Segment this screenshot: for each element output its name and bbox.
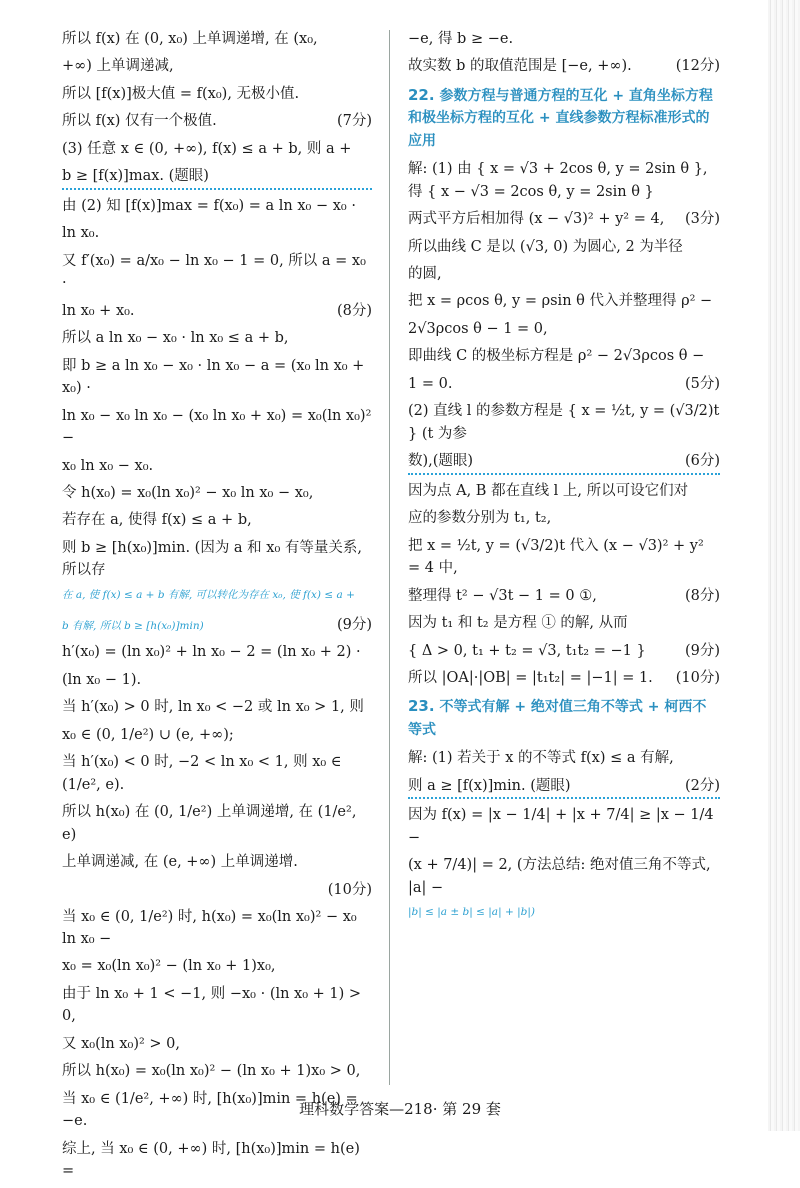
text-line [408,640,720,662]
text-line: 把 x = ½t, y = (√3/2)t 代入 (x − √3)² + y² = 4 中, [408,537,704,577]
text-line [408,373,720,395]
text-line: x₀ = x₀(ln x₀)² − (ln x₀ + 1)x₀, [62,958,276,975]
score: (10分) [327,881,372,898]
text-line: (ln x₀ − 1). [62,671,142,688]
scan-edge [768,0,800,1131]
score: (9分) [336,616,372,633]
score: (8分) [336,302,372,319]
text-line: 解: (1) 若关于 x 的不等式 f(x) ≤ a 有解, [408,750,674,767]
section-topic: 不等式有解 + 绝对值三角不等式 + 柯西不等式 [408,699,707,738]
score: (7分) [336,113,372,130]
line-text: 所以 f(x) 仅有一个极值. [62,113,217,130]
text-line: 因为 f(x) = |x − 1/4| + |x + 7/4| ≥ |x − 1/4 − [408,807,714,846]
text-line: 上单调递减, 在 (e, +∞) 上单调递增. [62,854,298,871]
text-line: 所以 [f(x)]极大值 = f(x₀), 无极小值. [62,85,300,102]
page-footer: 理科数学答案—218· 第 29 套 [299,1100,501,1118]
text-line: 应的参数分别为 t₁, t₂, [408,510,552,527]
section-23-title [408,694,720,741]
text-line: 由 (2) 知 [f(x)]max = f(x₀) = a ln x₀ − x₀ · [62,197,356,214]
section-number: 23. [408,697,435,716]
text-line: +∞) 上单调递减, [62,58,174,75]
text-line: 当 x₀ ∈ (0, 1/e²) 时, h(x₀) = x₀(ln x₀)² − x₀ ln x₀ − [62,908,357,947]
score: (8分) [684,587,720,604]
text-line: 综上, 当 x₀ ∈ (0, +∞) 时, [h(x₀)]min = h(e) = [62,1140,360,1180]
left-column [62,28,372,1188]
text-line: x₀ ∈ (0, 1/e²) ∪ (e, +∞); [62,726,234,743]
score: (5分) [684,375,720,392]
score: (9分) [684,642,720,659]
score: (3分) [684,211,720,228]
text-line: 令 h(x₀) = x₀(ln x₀)² − x₀ ln x₀ − x₀, [62,484,314,501]
text-line: h′(x₀) = (ln x₀)² + ln x₀ − 2 = (ln x₀ + 2) · [62,644,361,661]
line-text: ln x₀ + x₀. [62,302,135,319]
column-divider [389,30,390,1085]
line-text: 数),(题眼) [408,453,474,470]
text-line: 若存在 a, 使得 f(x) ≤ a + b, [62,512,252,529]
text-line: 当 h′(x₀) < 0 时, −2 < ln x₀ < 1, 则 x₀ ∈ (1/e², e). [62,754,342,793]
text-line: ln x₀ − x₀ ln x₀ − (x₀ ln x₀ + x₀) = x₀(ln x₀)² − [62,407,372,447]
text-line: −e, 得 b ≥ −e. [408,31,514,47]
text-line: (3) 任意 x ∈ (0, +∞), f(x) ≤ a + b, 则 a + [62,140,352,157]
text-line: (x + 7/4)| = 2, (方法总结: 绝对值三角不等式, |a| − [408,857,711,896]
text-line [408,667,720,689]
text-line: 由于 ln x₀ + 1 < −1, 则 −x₀ · (ln x₀ + 1) > 0, [62,985,362,1025]
annotation-note: |b| ≤ |a ± b| ≤ |a| + |b|) [408,906,535,919]
text-line [62,614,372,636]
section-number: 22. [408,85,435,104]
line-text: { Δ > 0, t₁ + t₂ = √3, t₁t₂ = −1 } [408,642,646,659]
text-line: 即曲线 C 的极坐标方程是 ρ² − 2√3ρcos θ − [408,348,705,365]
text-line: 又 x₀(ln x₀)² > 0, [62,1035,181,1052]
text-line: ln x₀. [62,225,100,242]
text-line [408,585,720,607]
text-line [408,55,720,77]
text-line: 所以曲线 C 是以 (√3, 0) 为圆心, 2 为半径 [408,238,683,255]
score: (10分) [675,670,720,687]
section-topic: 参数方程与普通方程的互化 + 直角坐标方程和极坐标方程的互化 + 直线参数方程标准形式的应用 [408,87,713,149]
score: (12分) [675,58,720,75]
key-point-line [408,450,720,474]
text-line [408,208,720,230]
line-text: 所以 |OA|·|OB| = |t₁t₂| = |−1| = 1. [408,670,653,687]
text-line: 所以 f(x) 在 (0, x₀) 上单调递增, 在 (x₀, [62,31,318,47]
text-line: 所以 a ln x₀ − x₀ · ln x₀ ≤ a + b, [62,330,289,347]
text-line: 把 x = ρcos θ, y = ρsin θ 代入并整理得 ρ² − [408,293,713,310]
text-line: 的圆, [408,265,442,282]
text-line: 所以 h(x₀) 在 (0, 1/e²) 上单调递增, 在 (1/e², e) [62,804,357,843]
text-line: (2) 直线 l 的参数方程是 { x = ½t, y = (√3/2)t } (t 为参 [408,403,720,442]
line-text: 整理得 t² − √3t − 1 = 0 ①, [408,587,597,604]
text-line: 所以 h(x₀) = x₀(ln x₀)² − (ln x₀ + 1)x₀ > 0, [62,1063,361,1080]
key-point-line [408,775,720,799]
text-line: 解: (1) 由 { x = √3 + 2cos θ, y = 2sin θ }, 得 { x − √3 = 2cos θ, y = 2sin θ } [408,161,708,200]
line-text: 则 a ≥ [f(x)]min. (题眼) [408,777,571,794]
annotation-note: 在 a, 使 f(x) ≤ a + b 有解, 可以转化为存在 x₀, 使 f(x) ≤ a + [62,588,355,601]
score: (6分) [684,453,720,470]
line-text: 两式平方后相加得 (x − √3)² + y² = 4, [408,211,665,228]
text-line: x₀ ln x₀ − x₀. [62,457,154,474]
text-line: 当 x₀ ∈ (1/e², +∞) 时, [h(x₀)]min = h(e) = −e. [62,1090,358,1130]
text-line: 又 f′(x₀) = a/x₀ − ln x₀ − 1 = 0, 所以 a = x₀ · [62,252,366,292]
text-line [62,110,372,132]
key-point-line: b ≥ [f(x)]max. (题眼) [62,165,372,189]
text-line: 因为 t₁ 和 t₂ 是方程 ① 的解, 从而 [408,615,628,632]
text-line: 即 b ≥ a ln x₀ − x₀ · ln x₀ − a = (x₀ ln x₀ + x₀) · [62,357,365,397]
annotation-note: b 有解, 所以 b ≥ [h(x₀)]min) [62,619,204,632]
section-22-title [408,83,720,152]
line-text: 1 = 0. [408,375,453,392]
text-line: 则 b ≥ [h(x₀)]min. (因为 a 和 x₀ 有等量关系, 所以存 [62,539,362,579]
text-line: 当 h′(x₀) > 0 时, ln x₀ < −2 或 ln x₀ > 1, 则 [62,699,364,716]
text-line: 2√3ρcos θ − 1 = 0, [408,320,548,337]
text-line [62,879,372,901]
text-line [62,300,372,322]
line-text: 故实数 b 的取值范围是 [−e, +∞). [408,58,632,75]
score: (2分) [684,777,720,794]
text-line: 因为点 A, B 都在直线 l 上, 所以可设它们对 [408,482,689,499]
right-column [408,28,720,931]
